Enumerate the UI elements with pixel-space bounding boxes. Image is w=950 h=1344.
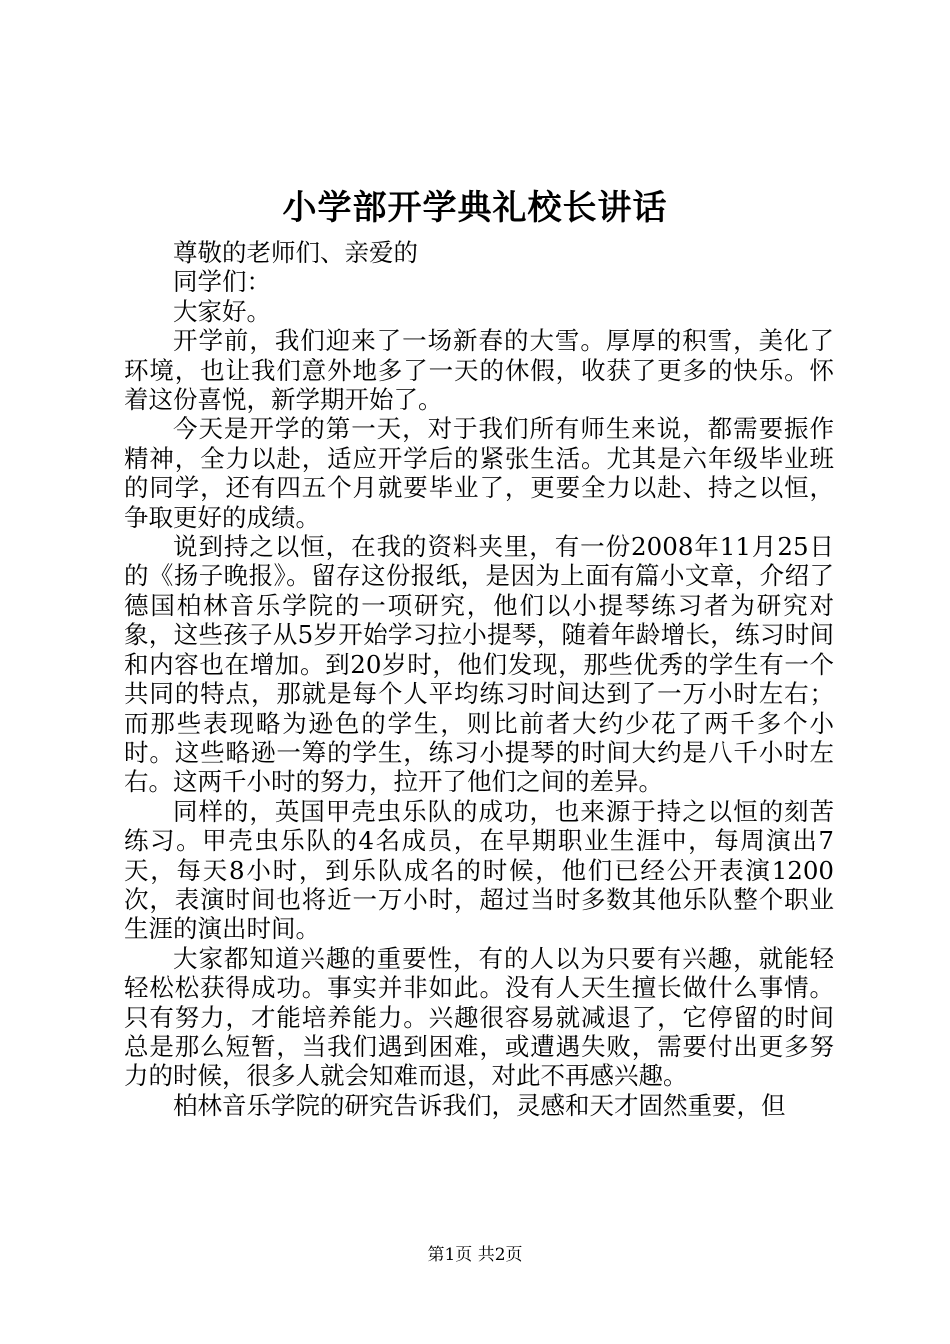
speech-body [124, 238, 834, 1120]
paragraph: 说到持之以恒，在我的资料夹里，有一份2008年11月25日的《扬子晚报》。留存这份报纸，是因为上面有篇小文章，介绍了德国柏林音乐学院的一项研究，他们以小提琴练习者为研究对象，这些孩子从5岁开始学习拉小提琴，随着年龄增长，练习时间和内容也在增加。到20岁时，他们发现，那些优秀的学生有一个共同的特点，那就是每个人平均练习时间达到了一万小时左右；而那些表现略为逊色的学生，则比前者大约少花了两千多个小时。这些略逊一筹的学生，练习小提琴的时间大约是八千小时左右。这两千小时的努力，拉开了他们之间的差异。 [124, 532, 834, 797]
greeting-line-3: 大家好。 [173, 296, 271, 326]
paragraph: 开学前，我们迎来了一场新春的大雪。厚厚的积雪，美化了环境，也让我们意外地多了一天的休假，收获了更多的快乐。怀着这份喜悦，新学期开始了。 [124, 326, 834, 415]
greeting-line-2: 同学们： [173, 267, 271, 297]
paragraph: 同样的，英国甲壳虫乐队的成功，也来源于持之以恒的刻苦练习。甲壳虫乐队的4名成员，在早期职业生涯中，每周演出7天，每天8小时，到乐队成名的时候，他们已经公开表演1200次，表演时间也将近一万小时，超过当时多数其他乐队整个职业生涯的演出时间。 [124, 796, 834, 944]
paragraph: 今天是开学的第一天，对于我们所有师生来说，都需要振作精神，全力以赴，适应开学后的紧张生活。尤其是六年级毕业班的同学，还有四五个月就要毕业了，更要全力以赴、持之以恒，争取更好的成绩。 [124, 414, 834, 532]
greeting-line-1: 尊敬的老师们、亲爱的 [173, 238, 418, 267]
page-title: 小学部开学典礼校长讲话 [282, 188, 668, 228]
paragraph: 大家都知道兴趣的重要性，有的人以为只要有兴趣，就能轻轻松松获得成功。事实并非如此。没有人天生擅长做什么事情。只有努力，才能培养能力。兴趣很容易就减退了，它停留的时间总是那么短暂，当我们遇到困难，或遭遇失败，需要付出更多努力的时候，很多人就会知难而退，对此不再感兴趣。 [124, 943, 834, 1091]
page-number-footer: 第1页 共2页 [427, 1245, 523, 1265]
paragraph: 柏林音乐学院的研究告诉我们，灵感和天才固然重要，但 [173, 1090, 786, 1120]
